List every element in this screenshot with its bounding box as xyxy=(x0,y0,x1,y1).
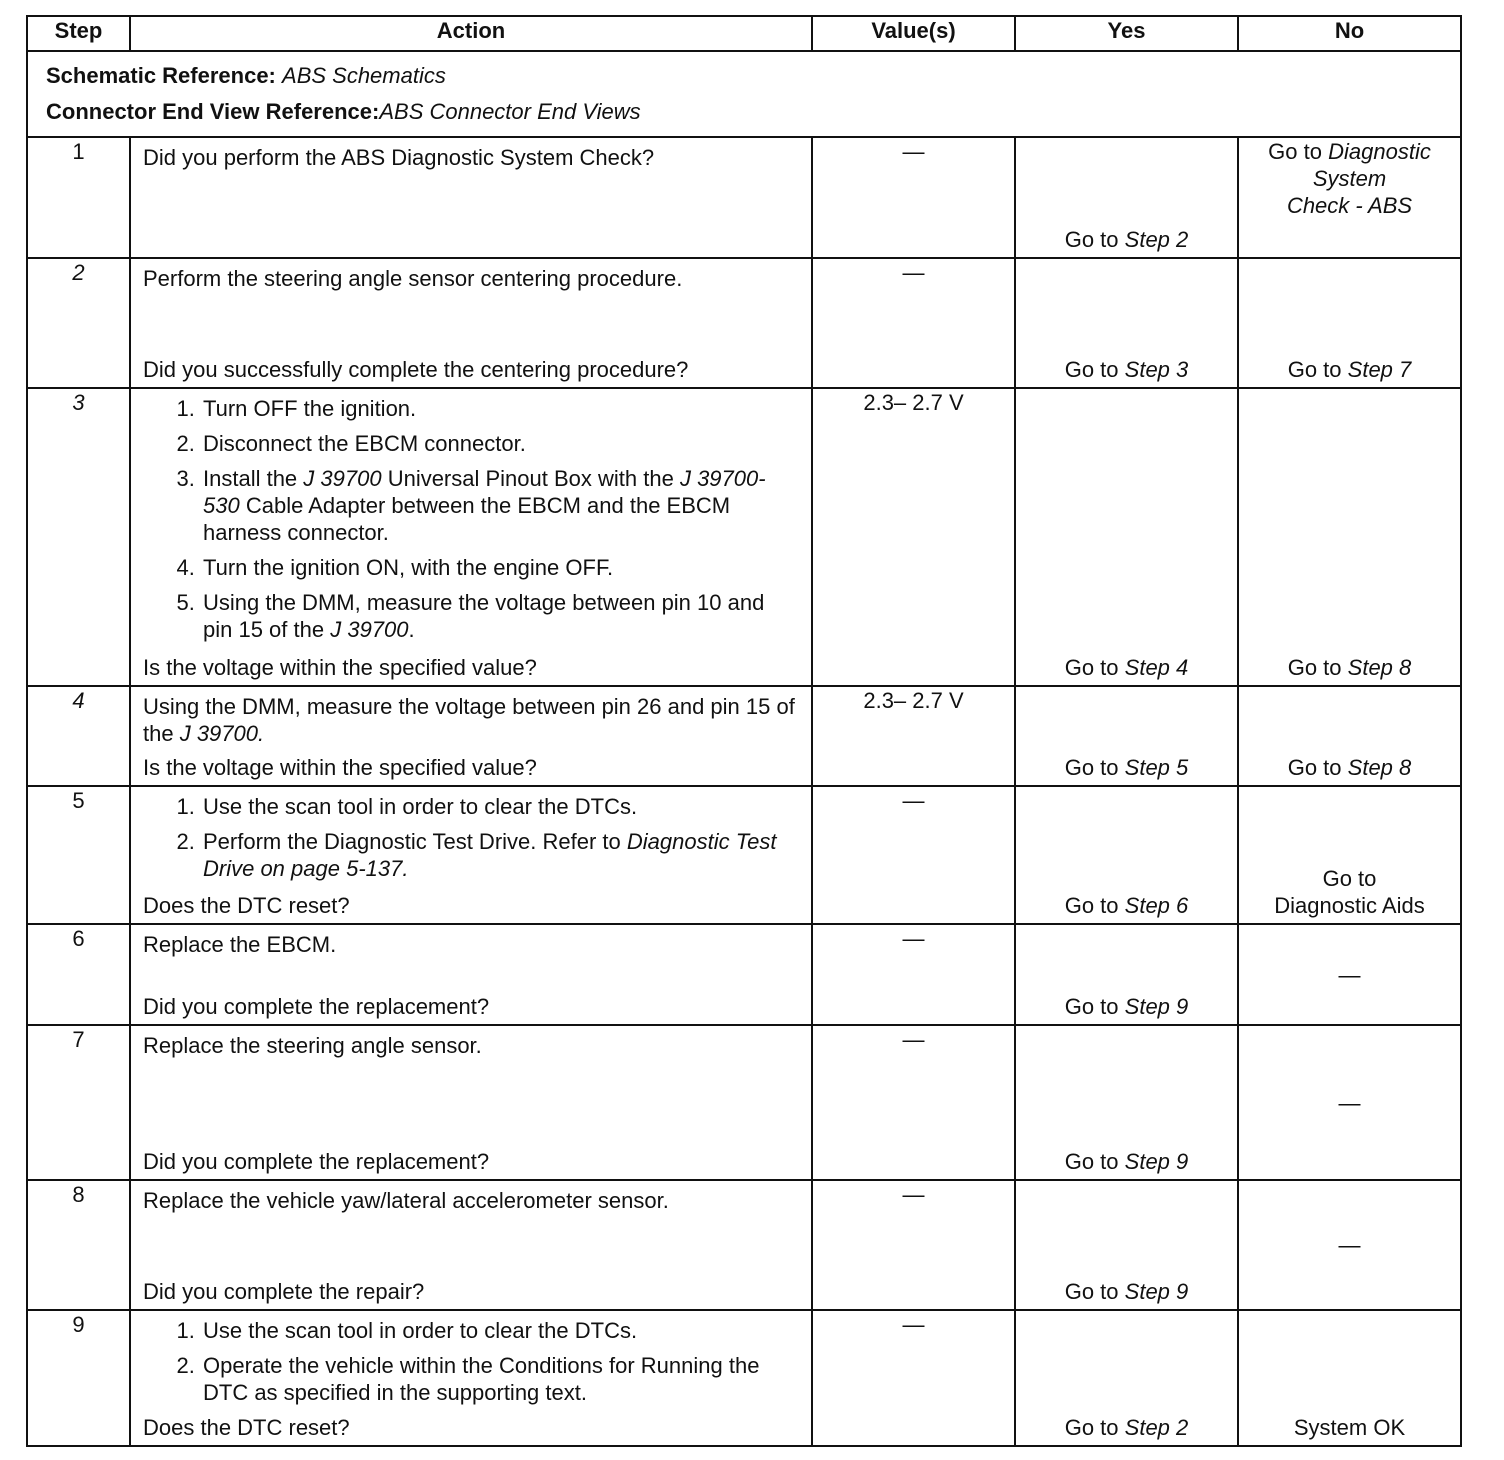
action-text xyxy=(131,687,811,747)
action-cell xyxy=(130,786,812,924)
yes-cell xyxy=(1015,786,1238,924)
table-row xyxy=(27,1025,1461,1180)
no-dash: — xyxy=(1338,1090,1361,1115)
no-cell xyxy=(1238,388,1461,686)
yes-step: Step 9 xyxy=(1124,994,1189,1019)
action-cell xyxy=(130,924,812,1025)
goto-label: Go to xyxy=(1322,866,1377,891)
schematic-reference-label: Schematic Reference: xyxy=(46,63,276,88)
yes-goto[interactable] xyxy=(1016,1414,1237,1441)
no-cell xyxy=(1238,924,1461,1025)
no-cell xyxy=(1238,1310,1461,1446)
action-cell xyxy=(130,1310,812,1446)
yes-goto[interactable] xyxy=(1016,1148,1237,1175)
header-no: No xyxy=(1238,16,1461,51)
action-list xyxy=(131,787,811,882)
yes-goto[interactable] xyxy=(1016,356,1237,383)
step-number: 2 xyxy=(27,258,130,388)
tool-ref: J 39700. xyxy=(179,721,265,746)
list-item: 1. Use the scan tool in order to clear the DTCs. xyxy=(201,793,799,820)
goto-label: Go to xyxy=(1064,893,1119,918)
list-text: . xyxy=(408,617,415,642)
no-target: Check - ABS xyxy=(1286,193,1413,218)
action-list xyxy=(131,389,811,643)
yes-goto[interactable] xyxy=(1016,993,1237,1020)
header-value: Value(s) xyxy=(812,16,1015,51)
action-cell xyxy=(130,1180,812,1310)
goto-label: Go to xyxy=(1268,139,1322,164)
action-text: Replace the EBCM. xyxy=(143,932,337,957)
schematic-reference xyxy=(46,58,1442,94)
value-cell: — xyxy=(812,137,1015,258)
no-cell xyxy=(1238,258,1461,388)
value-cell: — xyxy=(812,786,1015,924)
goto-label: Go to xyxy=(1064,1149,1119,1174)
list-item xyxy=(201,589,799,643)
tool-ref: J 39700 xyxy=(303,466,382,491)
no-step: Step 8 xyxy=(1347,655,1412,680)
action-question: Did you complete the repair? xyxy=(143,1279,425,1304)
action-text: Replace the vehicle yaw/lateral accelerometer sensor. xyxy=(143,1188,669,1213)
no-result: System OK xyxy=(1293,1415,1406,1440)
no-goto xyxy=(1239,138,1460,165)
yes-step: Step 2 xyxy=(1124,1415,1189,1440)
header-yes: Yes xyxy=(1015,16,1238,51)
header-action: Action xyxy=(130,16,812,51)
action-text: Did you perform the ABS Diagnostic System Check? xyxy=(143,145,655,170)
goto-label: Go to xyxy=(1064,994,1119,1019)
yes-goto[interactable] xyxy=(1016,892,1237,919)
no-cell xyxy=(1238,786,1461,924)
list-item: 2. Disconnect the EBCM connector. xyxy=(201,430,799,457)
step-number: 3 xyxy=(27,388,130,686)
no-cell[interactable] xyxy=(1238,137,1461,258)
goto-label: Go to xyxy=(1287,655,1342,680)
action-text: Replace the steering angle sensor. xyxy=(143,1033,482,1058)
connector-reference-link[interactable]: ABS Connector End Views xyxy=(379,99,641,124)
list-text: Using the DMM, measure the voltage between pin 10 and pin 15 of the xyxy=(203,590,765,642)
reference-cell xyxy=(27,51,1461,137)
action-cell xyxy=(130,258,812,388)
value-cell: 2.3– 2.7 V xyxy=(812,686,1015,786)
no-target: Diagnostic Aids xyxy=(1274,893,1425,918)
goto-label: Go to xyxy=(1287,755,1342,780)
action-cell xyxy=(130,388,812,686)
tool-ref: J 39700-530 xyxy=(203,466,766,518)
tool-ref: J 39700 xyxy=(330,617,409,642)
yes-cell xyxy=(1015,388,1238,686)
step-number: 1 xyxy=(27,137,130,258)
table-row xyxy=(27,137,1461,258)
yes-goto[interactable] xyxy=(1016,1278,1237,1305)
action-cell xyxy=(130,137,812,258)
list-item xyxy=(201,465,799,546)
no-target: System xyxy=(1312,166,1387,191)
no-dash: — xyxy=(1338,1232,1361,1258)
yes-cell xyxy=(1015,258,1238,388)
step-number: 6 xyxy=(27,924,130,1025)
yes-cell xyxy=(1015,924,1238,1025)
schematic-reference-link[interactable]: ABS Schematics xyxy=(282,63,446,88)
table-row xyxy=(27,1180,1461,1310)
yes-step: Step 9 xyxy=(1124,1149,1189,1174)
no-cell xyxy=(1238,686,1461,786)
diagnostic-table xyxy=(26,15,1462,1447)
list-item: 1. Turn OFF the ignition. xyxy=(201,395,799,422)
action-question: Is the voltage within the specified value? xyxy=(143,755,537,780)
no-goto[interactable] xyxy=(1239,865,1460,919)
action-question: Did you complete the replacement? xyxy=(143,1149,490,1174)
no-step: Step 7 xyxy=(1347,357,1412,382)
goto-label: Go to xyxy=(1064,227,1119,252)
list-item: 4. Turn the ignition ON, with the engine OFF. xyxy=(201,554,799,581)
yes-step: Step 9 xyxy=(1124,1279,1189,1304)
yes-cell xyxy=(1015,1180,1238,1310)
action-question: Does the DTC reset? xyxy=(143,1415,350,1440)
list-item: 1. Use the scan tool in order to clear the DTCs. xyxy=(201,1317,799,1344)
action-cell xyxy=(130,1025,812,1180)
table-row xyxy=(27,686,1461,786)
step-number: 9 xyxy=(27,1310,130,1446)
yes-cell xyxy=(1015,137,1238,258)
yes-step: Step 5 xyxy=(1124,755,1189,780)
action-cell xyxy=(130,686,812,786)
yes-goto[interactable] xyxy=(1016,226,1237,253)
list-item: 2. Operate the vehicle within the Conditions for Running the DTC as specified in the supporting text. xyxy=(201,1352,799,1406)
goto-label: Go to xyxy=(1287,357,1342,382)
header-step: Step xyxy=(27,16,130,51)
value-cell: — xyxy=(812,1025,1015,1180)
list-text: Install the xyxy=(203,466,304,491)
table-row xyxy=(27,786,1461,924)
step-number: 4 xyxy=(27,686,130,786)
action-question: Did you complete the replacement? xyxy=(143,994,490,1019)
value-cell: — xyxy=(812,258,1015,388)
table-row xyxy=(27,1310,1461,1446)
yes-goto[interactable] xyxy=(1016,754,1237,781)
action-question: Is the voltage within the specified value? xyxy=(143,655,537,680)
no-cell xyxy=(1238,1025,1461,1180)
table-row xyxy=(27,388,1461,686)
action-question: Did you successfully complete the centering procedure? xyxy=(143,357,689,382)
connector-reference xyxy=(46,94,1442,130)
step-number: 7 xyxy=(27,1025,130,1180)
no-goto[interactable] xyxy=(1239,754,1460,781)
value-cell: — xyxy=(812,1310,1015,1446)
yes-cell xyxy=(1015,686,1238,786)
connector-reference-label: Connector End View Reference: xyxy=(46,99,380,124)
yes-cell xyxy=(1015,1025,1238,1180)
yes-step: Step 2 xyxy=(1124,227,1189,252)
yes-step: Step 6 xyxy=(1124,893,1189,918)
action-text-part: Using the DMM, measure the voltage between pin 26 and pin 15 of the xyxy=(143,694,795,746)
goto-label: Go to xyxy=(1064,755,1119,780)
no-cell xyxy=(1238,1180,1461,1310)
list-item xyxy=(201,828,799,882)
no-step: Step 8 xyxy=(1347,755,1412,780)
header-row xyxy=(27,16,1461,51)
reference-link[interactable]: Diagnostic Test Drive on page 5-137. xyxy=(203,829,777,881)
yes-step: Step 4 xyxy=(1124,655,1189,680)
table-row xyxy=(27,258,1461,388)
action-list xyxy=(131,1311,811,1406)
action-text: Perform the steering angle sensor centering procedure. xyxy=(143,266,683,291)
goto-label: Go to xyxy=(1064,1415,1119,1440)
yes-goto[interactable] xyxy=(1016,654,1237,681)
value-cell: 2.3– 2.7 V xyxy=(812,388,1015,686)
goto-label: Go to xyxy=(1064,1279,1119,1304)
list-text: Cable Adapter between the EBCM and the EBCM harness connector. xyxy=(203,493,731,545)
goto-label: Go to xyxy=(1064,357,1119,382)
step-number: 5 xyxy=(27,786,130,924)
table-row xyxy=(27,924,1461,1025)
value-cell: — xyxy=(812,924,1015,1025)
yes-step: Step 3 xyxy=(1124,357,1189,382)
action-question: Does the DTC reset? xyxy=(143,893,350,918)
no-dash: — xyxy=(1338,962,1361,987)
no-goto[interactable] xyxy=(1239,654,1460,681)
reference-row xyxy=(27,51,1461,137)
list-text: Perform the Diagnostic Test Drive. Refer to xyxy=(203,829,627,854)
yes-cell xyxy=(1015,1310,1238,1446)
goto-label: Go to xyxy=(1064,655,1119,680)
list-text: Universal Pinout Box with the xyxy=(381,466,680,491)
no-target: Diagnostic xyxy=(1328,139,1431,164)
value-cell: — xyxy=(812,1180,1015,1310)
no-goto[interactable] xyxy=(1239,356,1460,383)
step-number: 8 xyxy=(27,1180,130,1310)
